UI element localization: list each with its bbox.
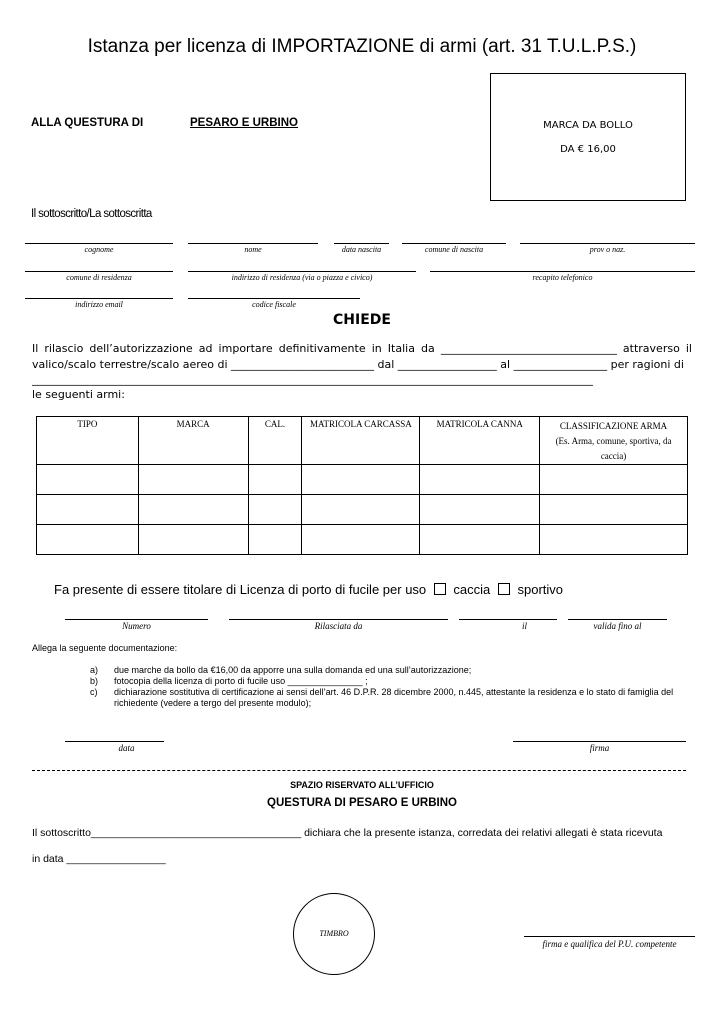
field-caption-nome: nome: [244, 245, 262, 254]
table-cell[interactable]: [540, 495, 688, 525]
field-caption-comune-residenza: comune di residenza: [66, 273, 132, 282]
header-tipo: TIPO: [37, 417, 139, 465]
section-divider: [32, 770, 686, 771]
field-line-email[interactable]: [25, 298, 173, 299]
attachment-label: a): [90, 665, 99, 675]
header-matricola-carcassa: MATRICOLA CARCASSA: [302, 417, 420, 465]
field-line-nome[interactable]: [188, 243, 318, 244]
stamp-box-line2: DA € 16,00: [560, 144, 616, 155]
addressee-label: ALLA QUESTURA DI: [31, 117, 144, 129]
page-title: Istanza per licenza di IMPORTAZIONE di armi (art. 31 T.U.L.P.S.): [87, 36, 637, 57]
field-caption-firma: firma: [589, 743, 610, 753]
table-cell[interactable]: [420, 465, 540, 495]
table-cell[interactable]: [540, 465, 688, 495]
field-caption-official-signature: firma e qualifica del P.U. competente: [542, 939, 677, 949]
attachment-text: fotocopia della licenza di porto di fucile uso _______________ ;: [114, 676, 368, 686]
table-cell[interactable]: [302, 495, 420, 525]
office-reserved-heading: SPAZIO RISERVATO ALL’UFFICIO: [290, 780, 434, 790]
attachment-label: c): [90, 687, 98, 697]
revenue-stamp-box: [490, 73, 686, 201]
stamp-label: TIMBRO: [319, 929, 349, 938]
list-item: [90, 687, 690, 709]
chiede-heading: CHIEDE: [333, 312, 391, 328]
field-line-cognome[interactable]: [25, 243, 173, 244]
weapons-table-header: [37, 417, 688, 465]
request-line-3: ______________________________________________________________________________________________________: [32, 373, 593, 386]
field-line-official-signature[interactable]: [524, 936, 695, 937]
license-text: Fa presente di essere titolare di Licenza di porto di fucile per uso: [54, 582, 427, 597]
sportivo-checkbox[interactable]: [498, 583, 510, 595]
field-line-data-nascita[interactable]: [334, 243, 389, 244]
sportivo-label: sportivo: [517, 582, 564, 597]
license-statement: [54, 582, 563, 597]
field-line-il[interactable]: [459, 619, 557, 620]
caccia-label: caccia: [453, 582, 491, 597]
table-cell[interactable]: [420, 525, 540, 555]
table-cell[interactable]: [138, 495, 248, 525]
field-caption-comune-nascita: comune di nascita: [424, 245, 484, 254]
field-line-prov[interactable]: [520, 243, 695, 244]
field-caption-codice-fiscale: codice fiscale: [252, 300, 296, 309]
attachments-list: [90, 665, 690, 709]
table-row: [37, 465, 688, 495]
field-line-rilasciata-da[interactable]: [229, 619, 448, 620]
header-cal: CAL.: [248, 417, 302, 465]
weapons-table: [36, 416, 688, 555]
table-cell[interactable]: [420, 495, 540, 525]
field-line-valida-fino[interactable]: [568, 619, 667, 620]
table-cell[interactable]: [302, 465, 420, 495]
field-caption-rilasciata-da: Rilasciata da: [314, 621, 363, 631]
table-cell[interactable]: [248, 525, 302, 555]
field-caption-data-nascita: data nascita: [341, 245, 382, 254]
table-cell[interactable]: [248, 465, 302, 495]
table-row: [37, 495, 688, 525]
field-line-comune-residenza[interactable]: [25, 271, 173, 272]
field-caption-prov: prov o naz.: [589, 245, 626, 254]
field-caption-email: indirizzo email: [75, 300, 123, 309]
field-caption-valida-fino: valida fino al: [593, 621, 642, 631]
table-cell[interactable]: [248, 495, 302, 525]
field-line-recapito-telefonico[interactable]: [430, 271, 695, 272]
field-caption-numero: Numero: [122, 621, 151, 631]
table-cell[interactable]: [37, 525, 139, 555]
stamp-box-line1: MARCA DA BOLLO: [543, 120, 633, 131]
attachment-label: b): [90, 676, 99, 686]
list-item: [90, 665, 690, 676]
attachment-text: dichiarazione sostitutiva di certificazione ai sensi dell’art. 46 D.P.R. 28 dicembre 2000, n.445, attestante la residenza e lo stato di famiglia del richiedente (vedere a tergo del presente modulo);: [114, 687, 674, 708]
addressee-value: PESARO E URBINO: [190, 117, 298, 129]
attachment-text: due marche da bollo da €16,00 da apporre una sulla domanda ed una sull’autorizzazione;: [114, 665, 472, 675]
office-questura-heading: QUESTURA DI PESARO E URBINO: [267, 797, 457, 809]
request-line-1: Il rilascio dell’autorizzazione ad importare definitivamente in Italia da ________________________________ attraverso il: [32, 342, 692, 355]
table-cell[interactable]: [302, 525, 420, 555]
table-cell[interactable]: [37, 465, 139, 495]
field-caption-data: data: [118, 743, 135, 753]
attachments-intro: Allega la seguente documentazione:: [32, 643, 178, 653]
header-classificazione: [540, 417, 688, 465]
table-cell[interactable]: [138, 525, 248, 555]
table-row: [37, 525, 688, 555]
table-cell[interactable]: [540, 525, 688, 555]
office-stamp-circle: [293, 893, 375, 975]
field-line-firma[interactable]: [513, 741, 686, 742]
table-cell[interactable]: [138, 465, 248, 495]
field-caption-indirizzo-residenza: indirizzo di residenza (via o piazza e civico): [231, 273, 373, 282]
field-line-comune-nascita[interactable]: [402, 243, 506, 244]
header-classificazione-note: (Es. Arma, comune, sportiva, da caccia): [555, 436, 672, 461]
table-cell[interactable]: [37, 495, 139, 525]
request-line-4: le seguenti armi:: [32, 388, 125, 401]
header-marca: MARCA: [138, 417, 248, 465]
field-line-indirizzo-residenza[interactable]: [188, 271, 416, 272]
field-caption-cognome: cognome: [84, 245, 114, 254]
field-line-data[interactable]: [65, 741, 164, 742]
header-classificazione-title: CLASSIFICAZIONE ARMA: [559, 421, 668, 431]
office-declaration: Il sottoscritto____________________________________ dichiara che la presente istanza, corredata dei relativi allegati è stata ricevuta: [32, 827, 663, 839]
header-matricola-canna: MATRICOLA CANNA: [420, 417, 540, 465]
field-caption-recapito-telefonico: recapito telefonico: [532, 273, 593, 282]
list-item: [90, 676, 690, 687]
field-caption-il: il: [521, 621, 527, 631]
request-line-2: valico/scalo terrestre/scalo aereo di __________________________ dal __________________ al _________________ per ragioni di: [32, 358, 684, 371]
field-line-codice-fiscale[interactable]: [188, 298, 360, 299]
office-date-line: in data _________________: [32, 853, 166, 865]
caccia-checkbox[interactable]: [434, 583, 446, 595]
undersigned-label: Il sottoscritto/La sottoscritta: [31, 208, 152, 220]
field-line-numero[interactable]: [65, 619, 208, 620]
